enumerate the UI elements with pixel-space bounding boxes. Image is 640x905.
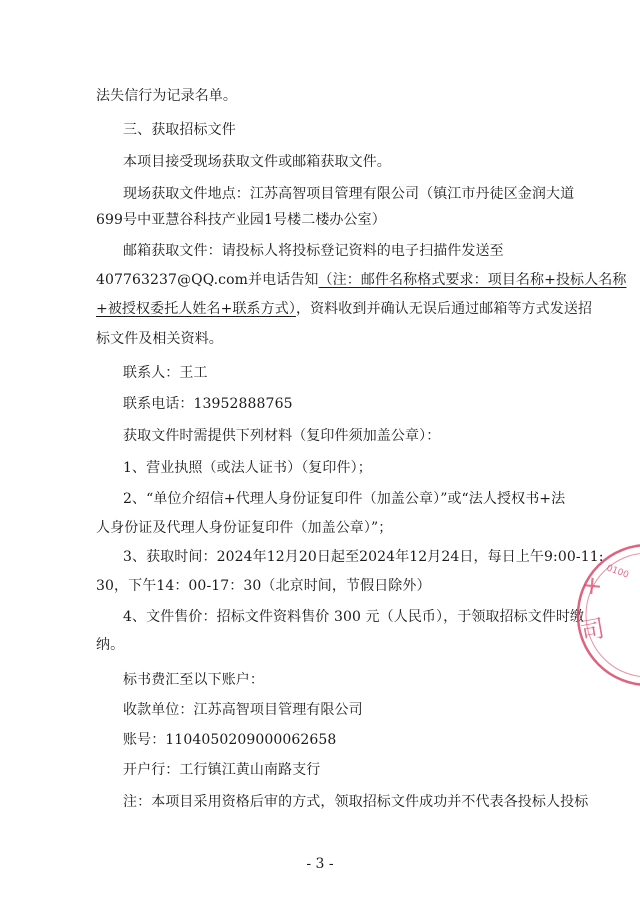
text-line-email-process-cont: 标文件及相关资料。 bbox=[96, 331, 223, 347]
contact-person: 联系人：王工 bbox=[123, 365, 208, 381]
email-format-note-cont: +被授权委托人姓名+联系方式） bbox=[96, 301, 296, 317]
text-line-email-address-row bbox=[96, 270, 626, 290]
svg-text:✕: ✕ bbox=[577, 571, 608, 603]
text-line-email-obtain: 邮箱获取文件：请投标人将投标登记资料的电子扫描件发送至 bbox=[123, 243, 504, 259]
payee-name: 收款单位：江苏高智项目管理有限公司 bbox=[123, 702, 363, 718]
obtain-time: 3、获取时间：2024年12月20日起至2024年12月24日，每日上午9:00-11: bbox=[123, 549, 604, 565]
page-number: - 3 - bbox=[306, 856, 334, 872]
material-item-2-cont: 人身份证及代理人身份证复印件（加盖公章）”； bbox=[96, 520, 393, 536]
text-line-1: 法失信行为记录名单。 bbox=[96, 88, 237, 104]
text-line-obtain-methods: 本项目接受现场获取文件或邮箱获取文件。 bbox=[123, 154, 391, 170]
account-number: 账号：1104050209000062658 bbox=[123, 732, 337, 748]
document-price-cont: 纳。 bbox=[96, 637, 125, 653]
email-address-text: 407763237@QQ.com并电话告知 bbox=[96, 272, 319, 288]
fee-account-heading: 标书费汇至以下账户： bbox=[123, 672, 264, 688]
material-item-2: 2、“单位介绍信+代理人身份证复印件（加盖公章）”或“法人授权书+法 bbox=[123, 491, 566, 507]
email-format-note: （注：邮件名称格式要求：项目名称+投标人名称 bbox=[318, 272, 627, 288]
document-price: 4、文件售价：招标文件资料售价 300 元（人民币），于领取招标文件时缴 bbox=[123, 609, 585, 625]
text-line-onsite-address-cont: 699号中亚慧谷科技产业园1号楼二楼办公室） bbox=[96, 212, 386, 228]
qualification-note: 注：本项目采用资格后审的方式，领取招标文件成功并不代表各投标人投标 bbox=[123, 794, 589, 810]
material-item-1: 1、营业执照（或法人证书）（复印件）； bbox=[123, 460, 372, 476]
contact-phone: 联系电话：13952888765 bbox=[123, 396, 293, 412]
section-heading-obtain-documents: 三、获取招标文件 bbox=[123, 122, 236, 138]
svg-text:司: 司 bbox=[578, 614, 607, 646]
text-line-email-note-cont bbox=[96, 299, 592, 319]
opening-bank: 开户行：工行镇江黄山南路支行 bbox=[123, 762, 321, 778]
email-process-text: ，资料收到并确认无误后通过邮箱等方式发送招 bbox=[295, 301, 593, 317]
obtain-time-cont: 30，下午14：00-17：30（北京时间，节假日除外） bbox=[96, 578, 431, 594]
required-materials-heading: 获取文件时需提供下列材料（复印件须加盖公章）： bbox=[123, 428, 441, 444]
svg-text:0100: 0100 bbox=[604, 563, 630, 581]
text-line-onsite-address: 现场获取文件地点：江苏高智项目管理有限公司（镇江市丹徒区金润大道 bbox=[123, 186, 575, 202]
